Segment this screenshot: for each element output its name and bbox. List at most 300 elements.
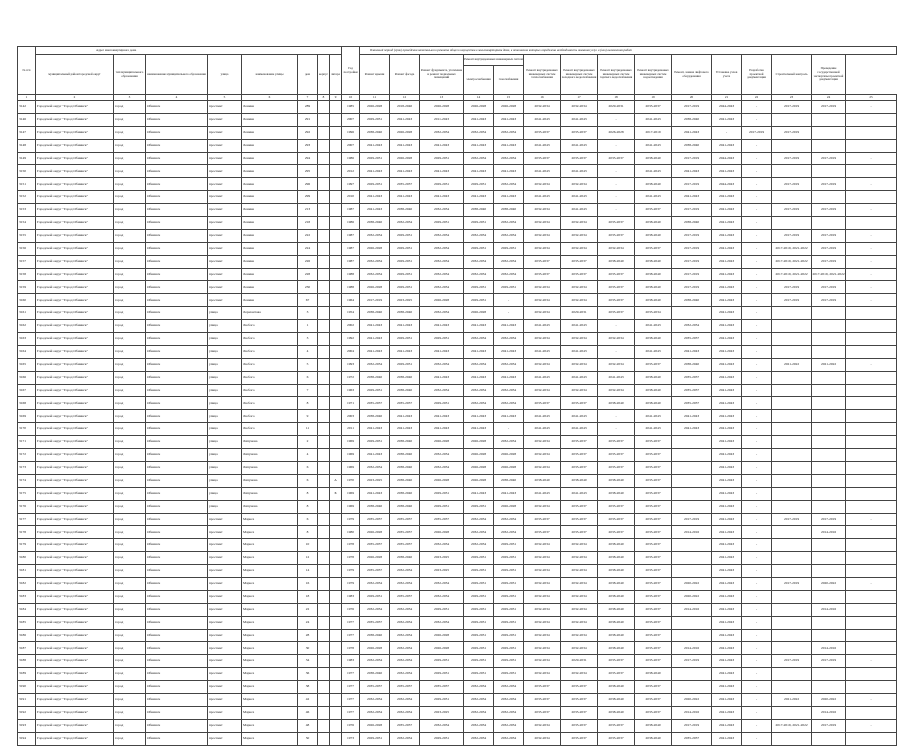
table-cell: Обнинск	[146, 565, 208, 578]
table-cell	[772, 732, 812, 745]
table-cell: 2035-2037	[561, 732, 598, 745]
table-cell: 2035-2037	[635, 513, 672, 526]
table-cell: город	[114, 320, 146, 333]
table-cell: 2032-2034	[524, 565, 561, 578]
table-cell: 2021-2022	[772, 358, 812, 371]
table-cell: Обнинск	[146, 410, 208, 423]
table-cell: 2032-2034	[360, 603, 390, 616]
table-cell: 2026-2028	[360, 101, 390, 114]
table-cell: 2035-2037	[561, 255, 598, 268]
table-cell: 2035-2037	[598, 513, 635, 526]
table-row	[18, 732, 897, 745]
table-cell: 2041-2043	[464, 165, 494, 178]
table-cell: 2038-2040	[360, 217, 390, 230]
table-cell: 2032-2034	[464, 526, 494, 539]
table-cell: 2032-2034	[464, 719, 494, 732]
table-cell	[772, 397, 812, 410]
table-cell: 2035-2037	[635, 526, 672, 539]
table-cell: проспект	[208, 629, 242, 642]
table-cell: Маркса	[242, 629, 298, 642]
table-cell: 2026-2028	[360, 242, 390, 255]
header-heat: Ремонт внутридомовых инженерных систем теплоснабжения	[524, 55, 561, 95]
table-cell: 2029-2031	[464, 178, 494, 191]
table-cell: Маркса	[242, 681, 298, 694]
table-cell: 2029-2031	[420, 333, 464, 346]
table-cell	[672, 449, 712, 462]
table-cell: -	[742, 513, 772, 526]
table-cell: 2041-2043	[524, 487, 561, 500]
table-cell	[772, 320, 812, 333]
table-cell: -	[598, 139, 635, 152]
table-cell	[318, 281, 330, 294]
table-cell: 2041-2043	[712, 436, 742, 449]
table-cell	[330, 294, 342, 307]
table-cell: 2014-2016	[672, 603, 712, 616]
table-cell: 3177	[18, 513, 36, 526]
table-cell: -	[742, 345, 772, 358]
table-cell: 2041-2043	[672, 423, 712, 436]
table-cell: 2032-2034	[524, 204, 561, 217]
table-cell: 1969	[342, 449, 360, 462]
column-number: 14	[464, 95, 494, 101]
table-cell: 2017-2019	[672, 255, 712, 268]
table-cell: 2041-2043	[712, 113, 742, 126]
table-cell: город	[114, 539, 146, 552]
table-cell: Городской округ "Город Обнинск"	[36, 217, 114, 230]
table-cell: 2032-2034	[524, 101, 561, 114]
table-cell: 2038-2040	[360, 307, 390, 320]
table-cell: -	[742, 358, 772, 371]
table-cell: 2038-2040	[494, 204, 524, 217]
table-cell: 2029-2031	[494, 552, 524, 565]
table-cell: город	[114, 449, 146, 462]
table-cell	[772, 642, 812, 655]
table-cell	[772, 217, 812, 230]
table-cell: 2041-2043	[712, 358, 742, 371]
table-cell: 3185	[18, 616, 36, 629]
table-cell	[318, 500, 330, 513]
table-cell: 2041-2043	[635, 423, 672, 436]
table-cell: 2032-2034	[494, 229, 524, 242]
table-cell	[330, 307, 342, 320]
table-cell: Лермонтова	[242, 307, 298, 320]
table-cell: 2032-2034	[390, 732, 420, 745]
table-cell	[846, 371, 897, 384]
table-cell: -	[846, 152, 897, 165]
table-cell: Ленина	[242, 152, 298, 165]
table-cell: 2017-2019	[772, 655, 812, 668]
table-cell	[330, 655, 342, 668]
table-cell: 2029-2031	[464, 500, 494, 513]
table-cell: 2041-2043	[420, 139, 464, 152]
table-cell: 2032-2034	[524, 539, 561, 552]
table-cell: 2017-2019	[812, 152, 846, 165]
table-row	[18, 526, 897, 539]
table-cell	[812, 139, 846, 152]
table-cell: 2029-2031	[464, 655, 494, 668]
table-cell: Городской округ "Город Обнинск"	[36, 719, 114, 732]
table-cell: -	[742, 242, 772, 255]
table-cell: 2017-2019	[772, 229, 812, 242]
table-cell: 2041-2043	[712, 229, 742, 242]
table-cell: 2041-2043	[712, 642, 742, 655]
table-cell: 1976	[342, 719, 360, 732]
table-row	[18, 152, 897, 165]
table-cell	[330, 603, 342, 616]
table-cell: Обнинск	[146, 358, 208, 371]
table-row	[18, 204, 897, 217]
table-cell: 11	[298, 423, 318, 436]
table-cell: 1976	[342, 603, 360, 616]
table-cell: 2032-2034	[561, 384, 598, 397]
table-cell: Городской округ "Город Обнинск"	[36, 423, 114, 436]
table-cell: 2038-2040	[360, 668, 390, 681]
table-cell: Обнинск	[146, 320, 208, 333]
table-cell: 22	[298, 603, 318, 616]
table-cell: -	[598, 191, 635, 204]
table-row	[18, 191, 897, 204]
table-cell: 1971	[342, 397, 360, 410]
table-cell	[772, 539, 812, 552]
table-cell: 2014-2016	[812, 706, 846, 719]
table-cell: 2032-2034	[524, 217, 561, 230]
table-cell: 2029-2031	[494, 655, 524, 668]
table-cell: город	[114, 668, 146, 681]
table-cell: 2041-2043	[420, 191, 464, 204]
column-number: 8	[318, 95, 330, 101]
table-cell: Городской округ "Город Обнинск"	[36, 449, 114, 462]
table-cell	[318, 719, 330, 732]
table-cell: 2038-2040	[390, 552, 420, 565]
table-cell: город	[114, 307, 146, 320]
table-cell: 2035-2037	[598, 461, 635, 474]
table-cell: Обнинск	[146, 526, 208, 539]
table-cell: 2041-2043	[464, 139, 494, 152]
table-cell	[318, 113, 330, 126]
table-cell: 2038-2040	[390, 371, 420, 384]
table-cell: 2041-2043	[712, 629, 742, 642]
table-cell: 16	[298, 577, 318, 590]
table-cell: Городской округ "Город Обнинск"	[36, 126, 114, 139]
table-cell: 296	[298, 178, 318, 191]
table-cell: Любого	[242, 358, 298, 371]
table-cell: улица	[208, 410, 242, 423]
table-cell: 6	[298, 371, 318, 384]
table-cell: 3155	[18, 229, 36, 242]
table-cell: 2026-2028	[360, 281, 390, 294]
table-cell: 14	[298, 565, 318, 578]
table-cell: проспект	[208, 113, 242, 126]
table-cell: город	[114, 384, 146, 397]
table-cell: 2032-2034	[360, 693, 390, 706]
table-cell	[846, 668, 897, 681]
table-cell: 6	[298, 461, 318, 474]
table-cell: 2041-2043	[390, 410, 420, 423]
table-cell: 2032-2034	[524, 732, 561, 745]
table-cell: Обнинск	[146, 732, 208, 745]
table-cell: город	[114, 371, 146, 384]
column-number: 7	[298, 95, 318, 101]
table-cell: 2035-2037	[524, 397, 561, 410]
table-cell: Маркса	[242, 590, 298, 603]
table-cell: Любого	[242, 320, 298, 333]
table-cell: 2032-2034	[524, 384, 561, 397]
table-cell	[772, 371, 812, 384]
table-cell	[772, 139, 812, 152]
table-cell: Обнинск	[146, 126, 208, 139]
table-cell: 2035-2037	[635, 693, 672, 706]
table-cell: улица	[208, 320, 242, 333]
table-cell: 2035-2037	[561, 268, 598, 281]
table-cell: 2032-2034	[494, 384, 524, 397]
column-number: 11	[360, 95, 390, 101]
table-cell	[330, 281, 342, 294]
table-cell: 2026-2028	[360, 552, 390, 565]
table-cell: 7	[298, 384, 318, 397]
table-cell: улица	[208, 397, 242, 410]
table-cell: 2029-2031	[494, 242, 524, 255]
table-cell: Обнинск	[146, 307, 208, 320]
table-cell: 2038-2040	[524, 474, 561, 487]
table-cell: город	[114, 229, 146, 242]
column-number: 12	[390, 95, 420, 101]
table-cell: 2038-2040	[598, 681, 635, 694]
table-cell	[318, 255, 330, 268]
table-cell	[330, 719, 342, 732]
table-cell: 2041-2043	[561, 487, 598, 500]
table-cell: 1977	[342, 681, 360, 694]
table-cell: 1954	[342, 307, 360, 320]
table-cell: 2041-2043	[524, 345, 561, 358]
table-cell	[672, 681, 712, 694]
table-cell: 2041-2043	[712, 333, 742, 346]
table-cell: улица	[208, 423, 242, 436]
table-cell: 3152	[18, 191, 36, 204]
table-cell	[812, 629, 846, 642]
table-cell: Маркса	[242, 577, 298, 590]
table-cell: 2026-2028	[390, 152, 420, 165]
table-cell: 8	[298, 487, 318, 500]
table-cell: 2035-2037	[524, 526, 561, 539]
table-cell: Обнинск	[146, 242, 208, 255]
table-cell: Ляпунова	[242, 474, 298, 487]
table-cell: 2007	[342, 113, 360, 126]
table-row	[18, 616, 897, 629]
table-cell: 3191	[18, 693, 36, 706]
table-cell: 2035-2037	[390, 397, 420, 410]
table-cell: Обнинск	[146, 513, 208, 526]
table-cell: 4	[298, 345, 318, 358]
table-cell	[812, 500, 846, 513]
table-cell: 2038-2040	[635, 384, 672, 397]
table-row	[18, 268, 897, 281]
table-cell	[330, 526, 342, 539]
table-cell: 2032-2034	[464, 681, 494, 694]
table-cell: 2032-2034	[561, 642, 598, 655]
table-cell: 1969	[342, 461, 360, 474]
table-cell: Маркса	[242, 526, 298, 539]
table-cell: Городской округ "Город Обнинск"	[36, 371, 114, 384]
table-cell	[812, 732, 846, 745]
header-facade: Ремонт фасада	[390, 55, 420, 95]
table-cell	[318, 217, 330, 230]
table-cell	[330, 732, 342, 745]
table-cell: Городской округ "Город Обнинск"	[36, 229, 114, 242]
table-row	[18, 668, 897, 681]
table-cell: 2044-2043	[712, 178, 742, 191]
table-cell: 2017-2019	[672, 281, 712, 294]
table-cell: 2041-2043	[420, 165, 464, 178]
table-cell: 2017-2019	[672, 242, 712, 255]
table-cell: 2041-2043	[390, 423, 420, 436]
table-cell	[330, 500, 342, 513]
table-cell: улица	[208, 345, 242, 358]
table-cell: 2029-2031	[420, 655, 464, 668]
table-cell: проспект	[208, 565, 242, 578]
table-cell: 2041-2043	[635, 165, 672, 178]
header-litera: литера	[330, 55, 342, 95]
table-cell: 2035-2037	[635, 603, 672, 616]
table-row	[18, 449, 897, 462]
table-cell	[318, 526, 330, 539]
column-number: 5	[208, 95, 242, 101]
table-cell: 2032-2034	[464, 126, 494, 139]
table-cell: 2038-2040	[360, 371, 390, 384]
table-cell: 8	[298, 397, 318, 410]
table-cell: 2041-2043	[672, 191, 712, 204]
table-cell: 1973	[342, 732, 360, 745]
table-cell	[318, 204, 330, 217]
table-cell: 292	[298, 126, 318, 139]
table-cell: 2029-2031	[390, 255, 420, 268]
table-cell: 295	[298, 165, 318, 178]
table-cell	[812, 410, 846, 423]
table-cell	[330, 126, 342, 139]
table-cell: 2038-2040	[390, 384, 420, 397]
table-cell: 2035-2037	[561, 126, 598, 139]
table-cell: 2041-2043	[494, 113, 524, 126]
table-row	[18, 590, 897, 603]
table-cell	[330, 539, 342, 552]
table-cell: 1969	[342, 436, 360, 449]
table-cell: 2023-2025	[420, 706, 464, 719]
table-cell: проспект	[208, 642, 242, 655]
table-cell: Городской округ "Город Обнинск"	[36, 681, 114, 694]
table-cell: 2035-2037	[420, 681, 464, 694]
table-cell	[318, 552, 330, 565]
table-cell: Любого	[242, 333, 298, 346]
table-cell: 1987	[342, 229, 360, 242]
table-cell: 2041-2043	[360, 345, 390, 358]
table-cell	[846, 487, 897, 500]
table-cell: 2032-2034	[420, 461, 464, 474]
table-cell: 2032-2034	[420, 590, 464, 603]
table-cell: 1979	[342, 577, 360, 590]
table-cell: Любого	[242, 384, 298, 397]
table-cell: 2032-2034	[464, 693, 494, 706]
table-cell: 3153	[18, 204, 36, 217]
table-cell: 2026-2028	[464, 474, 494, 487]
table-cell: 2035-2037	[672, 732, 712, 745]
table-cell: проспект	[208, 268, 242, 281]
table-cell: 2035-2037	[598, 732, 635, 745]
table-cell: 2041-2043	[712, 268, 742, 281]
table-cell	[772, 436, 812, 449]
table-cell: Обнинск	[146, 345, 208, 358]
table-cell	[772, 333, 812, 346]
table-cell: 2035-2037	[390, 590, 420, 603]
table-cell: 1997	[342, 178, 360, 191]
table-cell: 2035-2037	[390, 178, 420, 191]
table-cell: 2029-2031	[360, 152, 390, 165]
table-cell: 2032-2034	[524, 333, 561, 346]
table-cell: 2038-2040	[390, 500, 420, 513]
table-cell: -	[846, 358, 897, 371]
header-municipal-name: наименование муниципального образования	[146, 55, 208, 95]
table-cell: 2035-2037	[561, 152, 598, 165]
table-cell: 2017-2019	[672, 178, 712, 191]
table-cell: 2026-2028	[494, 461, 524, 474]
table-cell	[330, 371, 342, 384]
table-cell: 2023-2025	[420, 565, 464, 578]
table-cell: -	[742, 371, 772, 384]
table-cell: 2041-2043	[390, 320, 420, 333]
table-cell: 2029-2031	[390, 242, 420, 255]
table-cell: 36	[298, 668, 318, 681]
table-cell: 2018-2040	[390, 101, 420, 114]
table-cell: Городской округ "Город Обнинск"	[36, 384, 114, 397]
table-cell: 2017-2019	[742, 126, 772, 139]
table-row	[18, 178, 897, 191]
table-cell: 2038-2040	[390, 204, 420, 217]
table-cell: 2014-2016	[672, 642, 712, 655]
table-cell: 2017-2019	[812, 513, 846, 526]
table-cell: 2029-2031	[420, 603, 464, 616]
table-row	[18, 681, 897, 694]
header-num: № п/п	[18, 47, 36, 95]
table-cell: 2029-2031	[464, 603, 494, 616]
table-cell: 2032-2034	[420, 229, 464, 242]
table-cell: 2017-2019, 2021-2022	[772, 242, 812, 255]
column-number: 13	[420, 95, 464, 101]
table-cell: 3173	[18, 461, 36, 474]
table-cell	[846, 539, 897, 552]
table-cell	[330, 423, 342, 436]
table-cell: 2032-2034	[524, 358, 561, 371]
table-cell: -	[742, 165, 772, 178]
table-cell: 3149	[18, 152, 36, 165]
table-cell: 2038-2040	[598, 706, 635, 719]
table-cell: 2032-2034	[464, 539, 494, 552]
table-cell: 2017-2019	[672, 513, 712, 526]
table-cell: 2011	[342, 423, 360, 436]
table-cell: проспект	[208, 178, 242, 191]
table-cell: проспект	[208, 242, 242, 255]
table-cell: 2032-2034	[390, 603, 420, 616]
table-cell: -	[712, 126, 742, 139]
table-cell: 2014-2016	[812, 526, 846, 539]
table-cell	[330, 590, 342, 603]
table-cell: Обнинск	[146, 294, 208, 307]
header-roof: Ремонт крыши	[360, 55, 390, 95]
table-cell: Городской округ "Город Обнинск"	[36, 358, 114, 371]
table-cell: улица	[208, 384, 242, 397]
table-cell	[672, 474, 712, 487]
table-cell	[846, 474, 897, 487]
table-cell	[330, 436, 342, 449]
table-cell	[318, 565, 330, 578]
table-cell: 2041-2043	[635, 345, 672, 358]
